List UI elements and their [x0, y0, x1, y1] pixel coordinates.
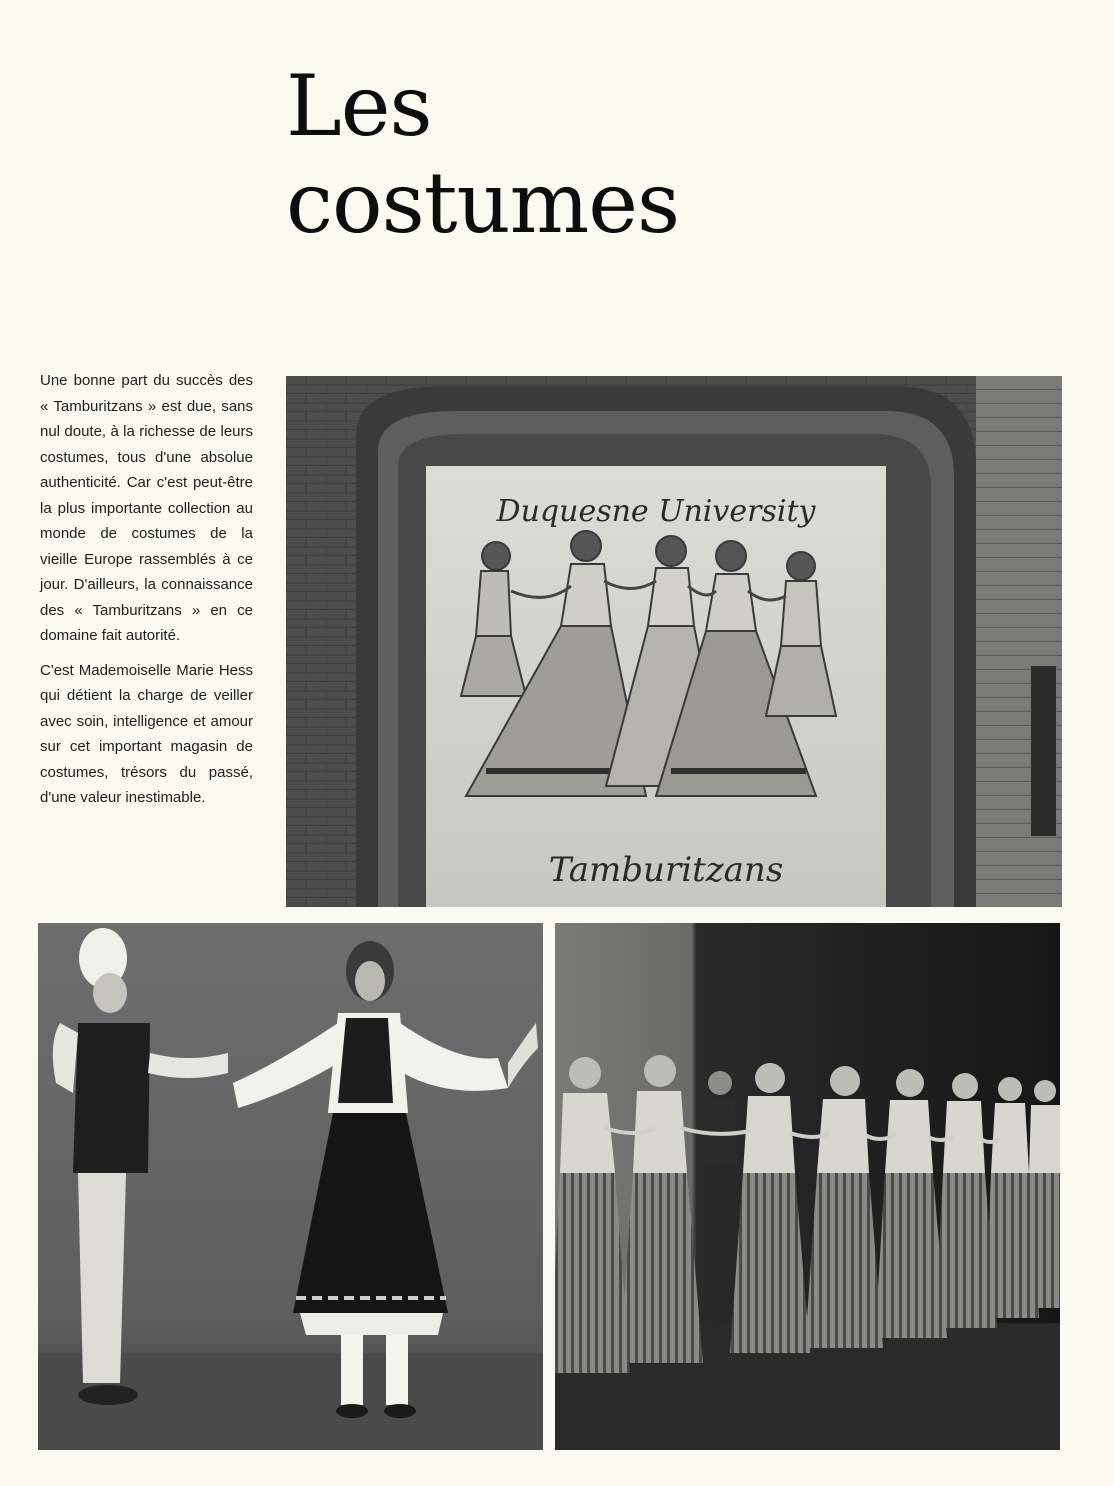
mural-photo — [286, 376, 1062, 907]
dance-line-image — [555, 923, 1060, 1450]
mural-bottom-inscription: Tamburitzans — [548, 850, 784, 890]
page-title — [286, 58, 679, 252]
stage-couple-photo — [38, 923, 543, 1450]
dance-line-photo — [555, 923, 1060, 1450]
mural-top-inscription: Duquesne University — [496, 494, 816, 529]
page-title-line-1: Les — [286, 57, 432, 155]
page-title-line-2: costumes — [286, 154, 680, 252]
article-paragraph-2: C'est Mademoiselle Marie Hess qui détient la charge de veiller avec soin, intelligence et amour sur cet important magasin de costumes, trésors du passé, d'une valeur inestimable. — [40, 661, 253, 806]
article-body — [40, 368, 253, 820]
mural-photo-image — [286, 376, 1062, 907]
stage-couple-image — [38, 923, 543, 1450]
article-paragraph-1: Une bonne part du succès des « Tamburitzans » est due, sans nul doute, à la richesse de leurs costumes, tous d'une absolue authenticité. Car c'est peut-être la plus importante collection au monde de costumes de la vieille Europe rassemblés à ce jour. D'ailleurs, la connaissance des « Tamburitzans » en ce domaine fait autorité. — [40, 372, 253, 644]
